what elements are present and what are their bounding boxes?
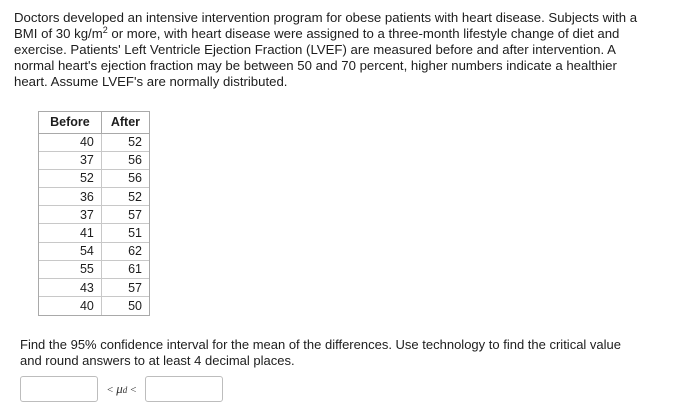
question-text — [20, 337, 670, 369]
table-header-row — [39, 112, 149, 133]
header-before: Before — [39, 112, 101, 133]
table-row — [39, 151, 149, 169]
table-row — [39, 206, 149, 224]
after-cell: 51 — [101, 224, 149, 242]
question-line-1: Find the 95% confidence interval for the mean of the differences. Use technology to find the critical value — [20, 337, 621, 352]
problem-line-3: exercise. Patients' Left Ventricle Ejection Fraction (LVEF) are measured before and after intervention. A — [14, 42, 616, 57]
mu-d-label — [104, 381, 139, 397]
problem-line-2 — [14, 26, 619, 41]
table-body — [39, 133, 149, 315]
mu-symbol: μ — [116, 381, 123, 396]
problem-statement — [14, 10, 682, 90]
after-cell: 61 — [101, 260, 149, 278]
before-cell: 37 — [39, 151, 101, 169]
header-after: After — [101, 112, 149, 133]
after-cell: 57 — [101, 206, 149, 224]
before-cell: 37 — [39, 206, 101, 224]
before-cell: 40 — [39, 297, 101, 315]
table-row — [39, 224, 149, 242]
superscript-2: 2 — [102, 25, 108, 35]
before-cell: 54 — [39, 242, 101, 260]
before-cell: 40 — [79, 135, 94, 150]
problem-line-1: Doctors developed an intensive intervention program for obese patients with heart disease. Subjects with a — [14, 10, 638, 25]
mu-subscript: d — [122, 385, 128, 395]
before-cell: 52 — [39, 169, 101, 187]
problem-line-5: heart. Assume LVEF's are normally distributed. — [14, 74, 288, 89]
lower-bound-input[interactable] — [20, 376, 98, 402]
after-cell: 56 — [101, 169, 149, 187]
bmi-text: BMI of 30 kg/m — [14, 26, 103, 41]
before-cell: 43 — [39, 279, 101, 297]
table-row — [39, 279, 149, 297]
table-row — [39, 188, 149, 206]
problem-line-2-rest: or more, with heart disease were assigned to a three-month lifestyle change of diet and — [107, 26, 620, 41]
upper-bound-input[interactable] — [145, 376, 223, 402]
after-cell: 52 — [101, 133, 149, 151]
table-row — [39, 242, 149, 260]
table-row — [39, 169, 149, 187]
after-cell: 62 — [101, 242, 149, 260]
question-line-2: and round answers to at least 4 decimal places. — [20, 353, 295, 368]
after-cell: 57 — [101, 279, 149, 297]
table-row — [39, 297, 149, 315]
data-table — [38, 111, 150, 316]
less-than-symbol-2: < — [130, 384, 137, 396]
after-cell: 56 — [101, 151, 149, 169]
table-row — [39, 133, 149, 151]
before-cell: 55 — [39, 260, 101, 278]
confidence-interval-answer — [20, 376, 223, 402]
before-cell: 36 — [39, 188, 101, 206]
after-cell: 52 — [101, 188, 149, 206]
after-cell: 50 — [101, 297, 149, 315]
problem-line-4: normal heart's ejection fraction may be between 50 and 70 percent, higher numbers indicate a healthier — [14, 58, 617, 73]
table-row — [39, 260, 149, 278]
before-cell: 41 — [39, 224, 101, 242]
less-than-symbol: < — [107, 384, 114, 396]
